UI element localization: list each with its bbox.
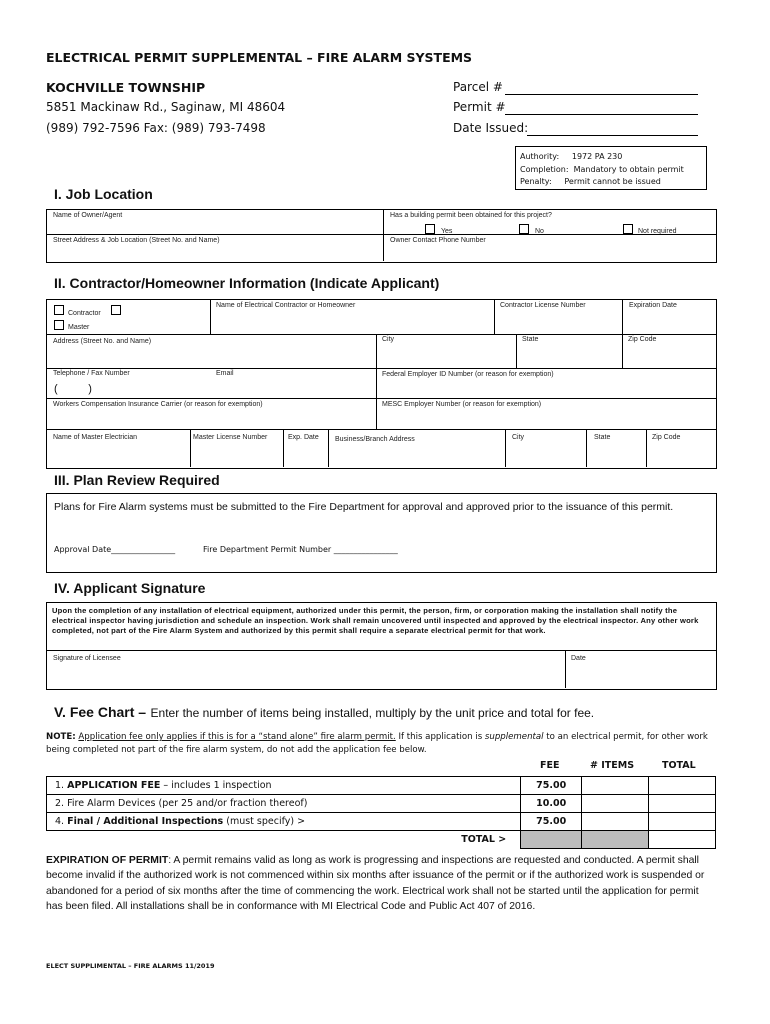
- contractor-option-label: Contractor: [68, 310, 101, 317]
- footer-label: ELECT SUPPLIMENTAL – FIRE ALARMS 11/2019: [46, 962, 215, 970]
- row-num: 1.: [55, 780, 65, 791]
- contractor-vline-2: [494, 299, 495, 334]
- building-permit-question: Has a building permit been obtained for this project?: [390, 212, 552, 219]
- fee-row-inspections: [47, 813, 716, 831]
- total-input[interactable]: [649, 813, 716, 831]
- date-issued-label: Date Issued:: [453, 121, 529, 135]
- signature-divider: [46, 650, 716, 651]
- note-underlined: Application fee only applies if this is for a “stand alone” fire alarm permit.: [78, 732, 396, 742]
- grand-total-input[interactable]: [649, 831, 716, 849]
- completion-value: Mandatory to obtain permit: [573, 164, 684, 174]
- job-location-divider: [46, 234, 716, 235]
- contractor-title: II. Contractor/Homeowner Information (Indicate Applicant): [54, 275, 440, 291]
- owner-phone-label: Owner Contact Phone Number: [390, 237, 486, 244]
- fee-value: 10.00: [521, 795, 582, 813]
- owner-label: Name of Owner/Agent: [53, 212, 123, 219]
- homeowner-checkbox[interactable]: [111, 305, 121, 315]
- total-input[interactable]: [649, 777, 716, 795]
- approval-date-field[interactable]: Approval Date________________: [54, 545, 176, 554]
- note-rest-a: If this application is: [395, 732, 485, 742]
- contractor-vline-12: [646, 429, 647, 467]
- license-number-label: Contractor License Number: [500, 302, 586, 309]
- zip2-label: Zip Code: [652, 434, 681, 441]
- township-phone: (989) 792-7596 Fax: (989) 793-7498: [46, 121, 266, 135]
- items-column-header: # ITEMS: [590, 760, 635, 771]
- authority-text: [520, 151, 684, 189]
- note-label: NOTE:: [46, 732, 76, 742]
- signature-statement: Upon the completion of any installation of electrical equipment, authorized under this permit, the person, firm, or corporation making the installation shall notify the electrical inspector having jurisdiction and schedule an inspection. Work shall remain uncovered until inspected and approved by the electrical inspector. Any other work completed, not part of the Fire Alarm System and authorized by this permit shall require a separate electrical permit for that work.: [52, 606, 699, 635]
- items-input[interactable]: [582, 813, 649, 831]
- phone-area-code[interactable]: ( ): [54, 383, 92, 395]
- township-address: 5851 Mackinaw Rd., Saginaw, MI 48604: [46, 100, 286, 114]
- yes-label: Yes: [441, 228, 453, 235]
- address-label: Address (Street No. and Name): [53, 338, 152, 345]
- fee-note: [46, 731, 716, 757]
- form-title: ELECTRICAL PERMIT SUPPLEMENTAL – FIRE ALARM SYSTEMS: [46, 50, 473, 65]
- business-address-label: Business/Branch Address: [335, 436, 415, 443]
- no-checkbox[interactable]: [519, 224, 529, 234]
- row-bold: Final / Additional Inspections: [67, 816, 224, 827]
- fee-column-header: FEE: [540, 760, 560, 771]
- master-license-label: Master License Number: [193, 434, 268, 441]
- expiration-paragraph: [46, 853, 718, 914]
- items-input[interactable]: [582, 777, 649, 795]
- authority-value: 1972 PA 230: [571, 152, 623, 161]
- not-required-label: Not required: [638, 228, 677, 235]
- contractor-vline-3: [622, 299, 623, 334]
- penalty-label: Penalty:: [520, 177, 552, 186]
- street-label: Street Address & Job Location (Street No. and Name): [53, 237, 220, 244]
- completion-label: Completion:: [520, 164, 569, 174]
- row-num: 4.: [55, 816, 65, 827]
- job-location-vdivider: [383, 209, 384, 261]
- note-rest-b: to an electrical permit, for other work being completed not part of the fire alarm system, do not add the application fee below.: [46, 732, 708, 755]
- expiration-text: : A permit remains valid as long as work is progressing and inspections are requested and conducted. A permit shall become invalid if the authorized work is not commenced within six months after issuance of the permit or if the authorized work is suspended or abandoned for a period of six months after the time of commencing the work. Electrical work shall not be started until the application for permit has been filed. All installations shall be in conformance with MI Electrical Code and Public Act 407 of 2016.: [46, 855, 705, 912]
- contractor-hline-1: [210, 334, 716, 335]
- signature-vdivider: [565, 650, 566, 688]
- total-column-header: TOTAL: [662, 760, 696, 771]
- fee-row-devices: [47, 795, 716, 813]
- contractor-hline-2: [46, 368, 716, 369]
- exp-date-label: Exp. Date: [288, 434, 319, 441]
- master-checkbox[interactable]: [54, 320, 64, 330]
- note-italic: supplemental: [484, 732, 544, 742]
- plan-review-text: Plans for Fire Alarm systems must be submitted to the Fire Department for approval and approved prior to the issuance of this permit.: [54, 501, 674, 513]
- authority-label: Authority:: [520, 152, 560, 161]
- row-rest: – includes 1 inspection: [160, 780, 272, 791]
- master-electrician-label: Name of Master Electrician: [53, 434, 138, 441]
- contractor-vline-8: [283, 429, 284, 467]
- state-label: State: [522, 336, 539, 343]
- not-required-checkbox[interactable]: [623, 224, 633, 234]
- items-input[interactable]: [582, 795, 649, 813]
- expiration-label: EXPIRATION OF PERMIT: [46, 855, 169, 866]
- township-name: KOCHVILLE TOWNSHIP: [46, 80, 206, 95]
- fee-row-total: [47, 831, 716, 849]
- workers-comp-label: Workers Compensation Insurance Carrier (or reason for exemption): [53, 401, 263, 408]
- zip-label: Zip Code: [628, 336, 657, 343]
- fee-table: [46, 776, 716, 849]
- fee-value: 75.00: [521, 813, 582, 831]
- contractor-vline-4: [376, 334, 377, 429]
- total-items-cell: [582, 831, 649, 849]
- signature-title: IV. Applicant Signature: [54, 580, 206, 596]
- fee-row-label: [47, 777, 521, 795]
- total-label: TOTAL >: [461, 834, 507, 846]
- fee-row-label: [47, 813, 521, 831]
- signature-date-label: Date: [571, 655, 586, 662]
- parcel-field[interactable]: [505, 94, 698, 95]
- contractor-name-label: Name of Electrical Contractor or Homeowner: [216, 302, 356, 309]
- email-label: Email: [216, 370, 234, 377]
- row-num: 2.: [55, 798, 65, 809]
- row-rest: (must specify) >: [223, 816, 306, 827]
- job-location-title: I. Job Location: [54, 186, 153, 202]
- fire-dept-permit-field[interactable]: Fire Department Permit Number ________________: [203, 545, 398, 554]
- yes-checkbox[interactable]: [425, 224, 435, 234]
- total-fee-cell: [521, 831, 582, 849]
- expiration-label: Expiration Date: [629, 302, 677, 309]
- job-location-box: [46, 209, 717, 263]
- contractor-vline-7: [190, 429, 191, 467]
- row-rest: Fire Alarm Devices (per 25 and/or fraction thereof): [67, 798, 308, 809]
- fee-chart-heading: [54, 704, 594, 722]
- licensee-signature-label: Signature of Licensee: [53, 655, 121, 662]
- contractor-vline-11: [586, 429, 587, 467]
- contractor-hline-3: [46, 398, 716, 399]
- city-label: City: [382, 336, 395, 343]
- fee-row-label: [47, 795, 521, 813]
- fee-chart-instruction: Enter the number of items being installed, multiply by the unit price and total for fee.: [150, 706, 595, 720]
- parcel-label: Parcel #: [453, 80, 503, 94]
- state2-label: State: [594, 434, 611, 441]
- plan-review-title: III. Plan Review Required: [54, 472, 220, 488]
- permit-field[interactable]: [505, 114, 698, 115]
- fee-row-application: [47, 777, 716, 795]
- contractor-vline-6: [622, 334, 623, 368]
- contractor-checkbox[interactable]: [54, 305, 64, 315]
- master-option-label: Master: [68, 324, 90, 331]
- date-issued-field[interactable]: [527, 135, 698, 136]
- contractor-vline-5: [516, 334, 517, 368]
- contractor-hline-1b: [46, 334, 210, 335]
- fein-label: Federal Employer ID Number (or reason for exemption): [382, 371, 554, 378]
- contractor-vline-9: [328, 429, 329, 467]
- fee-chart-title: V. Fee Chart –: [54, 704, 147, 720]
- contractor-vline-10: [505, 429, 506, 467]
- fee-value: 75.00: [521, 777, 582, 795]
- no-label: No: [535, 228, 544, 235]
- telephone-label: Telephone / Fax Number: [53, 370, 130, 377]
- contractor-hline-4: [46, 429, 716, 430]
- permit-label: Permit #: [453, 100, 506, 114]
- contractor-vline-1: [210, 299, 211, 334]
- total-input[interactable]: [649, 795, 716, 813]
- row-bold: APPLICATION FEE: [67, 780, 161, 791]
- mesc-label: MESC Employer Number (or reason for exemption): [382, 401, 542, 408]
- penalty-value: Permit cannot be issued: [564, 177, 661, 186]
- city2-label: City: [512, 434, 525, 441]
- contractor-box: [46, 299, 717, 469]
